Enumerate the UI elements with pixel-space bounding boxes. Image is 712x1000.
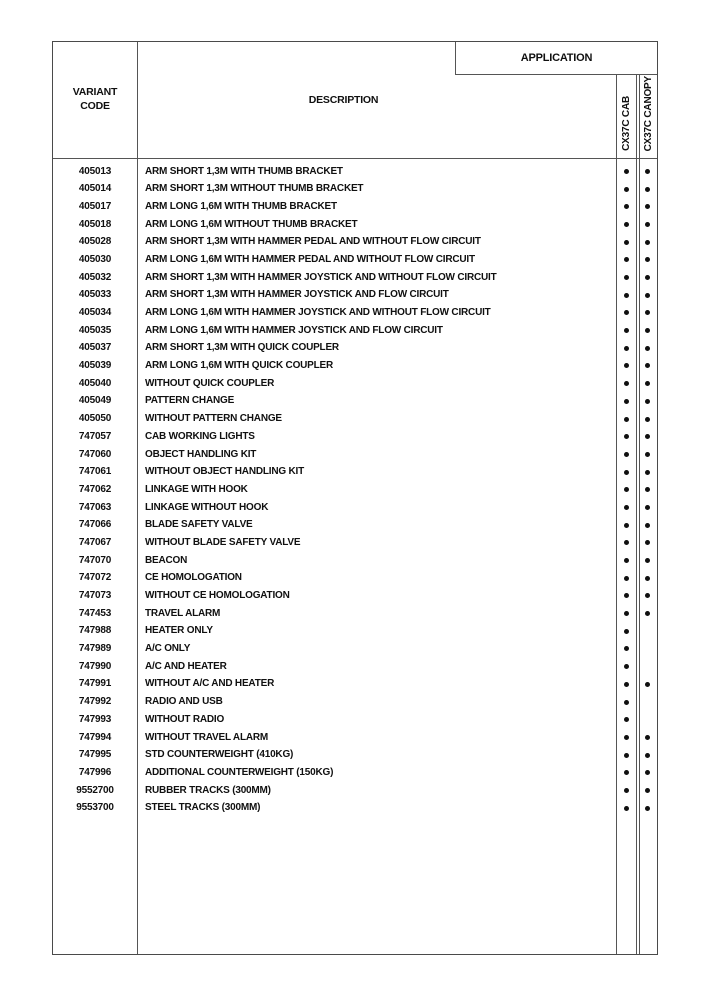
row-description: ARM LONG 1,6M WITHOUT THUMB BRACKET <box>145 218 358 230</box>
table-row <box>53 322 657 340</box>
variant-code: 747989 <box>78 643 112 655</box>
variant-code: 405032 <box>78 271 112 283</box>
variant-code: 747995 <box>78 749 112 761</box>
row-description: ARM SHORT 1,3M WITH HAMMER JOYSTICK AND WITHOUT FLOW CIRCUIT <box>145 271 497 283</box>
variant-code: 747988 <box>78 625 112 637</box>
canopy-applicability-dot <box>645 275 650 280</box>
canopy-applicability-dot <box>645 434 650 439</box>
cab-applicability-dot <box>624 222 629 227</box>
table-row <box>53 410 657 428</box>
row-description: STD COUNTERWEIGHT (410KG) <box>145 749 294 761</box>
row-description: LINKAGE WITH HOOK <box>145 483 248 495</box>
row-description: ARM LONG 1,6M WITH QUICK COUPLER <box>145 360 334 372</box>
table-row <box>53 658 657 676</box>
row-description: WITHOUT RADIO <box>145 713 225 725</box>
table-row <box>53 729 657 747</box>
variant-code: 747993 <box>78 713 112 725</box>
row-description: ARM SHORT 1,3M WITH QUICK COUPLER <box>145 342 339 354</box>
canopy-applicability-dot <box>645 717 650 722</box>
row-description: ARM LONG 1,6M WITH THUMB BRACKET <box>145 200 337 212</box>
column-header-cx37c-cab <box>617 74 636 158</box>
application-table <box>52 41 658 955</box>
variant-code: 747991 <box>78 678 112 690</box>
cx37c-canopy-label: CX37C CANOPY <box>642 75 654 151</box>
row-description: HEATER ONLY <box>145 625 213 637</box>
canopy-applicability-dot <box>645 240 650 245</box>
variant-code: 405040 <box>78 377 112 389</box>
canopy-applicability-dot <box>645 363 650 368</box>
canopy-applicability-dot <box>645 487 650 492</box>
table-row <box>53 640 657 658</box>
table-row <box>53 304 657 322</box>
cab-applicability-dot <box>624 399 629 404</box>
canopy-applicability-dot <box>645 753 650 758</box>
cab-applicability-dot <box>624 452 629 457</box>
canopy-applicability-dot <box>645 770 650 775</box>
variant-code: 747066 <box>78 519 112 531</box>
variant-code: 405013 <box>78 165 112 177</box>
cab-applicability-dot <box>624 470 629 475</box>
cab-applicability-dot <box>624 682 629 687</box>
cab-applicability-dot <box>624 788 629 793</box>
cab-applicability-dot <box>624 363 629 368</box>
variant-code-header-line2: CODE <box>80 100 110 112</box>
variant-code: 747070 <box>78 554 112 566</box>
variant-code: 405033 <box>78 289 112 301</box>
row-description: WITHOUT A/C AND HEATER <box>145 678 275 690</box>
cab-applicability-dot <box>624 434 629 439</box>
cab-applicability-dot <box>624 735 629 740</box>
table-row <box>53 357 657 375</box>
variant-code: 747996 <box>78 766 112 778</box>
table-row <box>53 569 657 587</box>
cab-applicability-dot <box>624 240 629 245</box>
row-description: ARM LONG 1,6M WITH HAMMER JOYSTICK AND WITHOUT FLOW CIRCUIT <box>145 307 491 318</box>
canopy-applicability-dot <box>645 646 650 651</box>
cab-applicability-dot <box>624 806 629 811</box>
row-description: LINKAGE WITHOUT HOOK <box>145 501 269 513</box>
table-row <box>53 375 657 393</box>
variant-code: 405014 <box>78 183 112 195</box>
cab-applicability-dot <box>624 381 629 386</box>
table-row <box>53 799 657 817</box>
canopy-applicability-dot <box>645 788 650 793</box>
table-row <box>53 746 657 764</box>
row-description: ARM SHORT 1,3M WITH HAMMER JOYSTICK AND FLOW CIRCUIT <box>145 289 449 301</box>
row-description: BEACON <box>145 554 188 566</box>
table-row <box>53 534 657 552</box>
canopy-applicability-dot <box>645 505 650 510</box>
row-description: ARM LONG 1,6M WITH HAMMER PEDAL AND WITHOUT FLOW CIRCUIT <box>145 253 475 265</box>
table-row <box>53 622 657 640</box>
variant-code: 405050 <box>78 413 112 425</box>
row-description: A/C AND HEATER <box>145 660 227 672</box>
variant-code: 747990 <box>78 660 112 672</box>
cab-applicability-dot <box>624 523 629 528</box>
row-description: WITHOUT QUICK COUPLER <box>145 377 275 389</box>
cab-applicability-dot <box>624 310 629 315</box>
variant-code: 747994 <box>78 731 112 743</box>
cab-applicability-dot <box>624 204 629 209</box>
variant-code: 405037 <box>78 342 112 354</box>
table-row <box>53 446 657 464</box>
variant-code: 9552700 <box>76 784 114 796</box>
canopy-applicability-dot <box>645 735 650 740</box>
row-description: ARM SHORT 1,3M WITHOUT THUMB BRACKET <box>145 183 364 195</box>
cab-applicability-dot <box>624 629 629 634</box>
row-description: WITHOUT BLADE SAFETY VALVE <box>145 536 301 548</box>
canopy-applicability-dot <box>645 540 650 545</box>
variant-code: 405028 <box>78 236 112 248</box>
table-row <box>53 339 657 357</box>
table-row <box>53 428 657 446</box>
cab-applicability-dot <box>624 169 629 174</box>
canopy-applicability-dot <box>645 629 650 634</box>
cab-applicability-dot <box>624 611 629 616</box>
table-rows <box>53 159 657 817</box>
table-row <box>53 180 657 198</box>
row-description: ARM SHORT 1,3M WITH HAMMER PEDAL AND WITHOUT FLOW CIRCUIT <box>145 236 481 248</box>
canopy-applicability-dot <box>645 169 650 174</box>
row-description: BLADE SAFETY VALVE <box>145 519 253 531</box>
table-row <box>53 463 657 481</box>
row-description: RADIO AND USB <box>145 696 223 708</box>
row-description: WITHOUT CE HOMOLOGATION <box>145 590 290 601</box>
canopy-applicability-dot <box>645 381 650 386</box>
canopy-applicability-dot <box>645 310 650 315</box>
cab-applicability-dot <box>624 505 629 510</box>
variant-code: 405017 <box>78 200 112 212</box>
cab-applicability-dot <box>624 328 629 333</box>
row-description: WITHOUT OBJECT HANDLING KIT <box>145 466 305 478</box>
table-row <box>53 516 657 534</box>
cab-applicability-dot <box>624 417 629 422</box>
variant-code: 747067 <box>78 536 112 548</box>
canopy-applicability-dot <box>645 417 650 422</box>
variant-code: 747992 <box>78 696 112 708</box>
row-description: ARM LONG 1,6M WITH HAMMER JOYSTICK AND FLOW CIRCUIT <box>145 324 443 336</box>
table-row <box>53 782 657 800</box>
row-description: WITHOUT PATTERN CHANGE <box>145 413 282 425</box>
table-row <box>53 764 657 782</box>
canopy-applicability-dot <box>645 399 650 404</box>
canopy-applicability-dot <box>645 558 650 563</box>
variant-code-header-line1: VARIANT <box>72 86 118 99</box>
cab-applicability-dot <box>624 593 629 598</box>
cab-applicability-dot <box>624 664 629 669</box>
table-row <box>53 481 657 499</box>
table-row <box>53 605 657 623</box>
variant-code: 9553700 <box>76 802 114 814</box>
table-row <box>53 499 657 517</box>
variant-code: 747057 <box>78 430 112 442</box>
canopy-applicability-dot <box>645 470 650 475</box>
canopy-applicability-dot <box>645 328 650 333</box>
variant-code: 747061 <box>78 466 112 478</box>
variant-code: 405039 <box>78 360 112 372</box>
cab-applicability-dot <box>624 646 629 651</box>
variant-code: 747062 <box>78 483 112 495</box>
table-row <box>53 392 657 410</box>
column-header-cx37c-canopy <box>639 74 657 158</box>
description-header-label: DESCRIPTION <box>308 94 379 106</box>
row-description: WITHOUT TRAVEL ALARM <box>145 731 269 743</box>
row-description: A/C ONLY <box>145 643 191 655</box>
variant-code: 747453 <box>78 607 112 619</box>
canopy-applicability-dot <box>645 204 650 209</box>
canopy-applicability-dot <box>645 452 650 457</box>
table-row <box>53 233 657 251</box>
table-row <box>53 198 657 216</box>
cab-applicability-dot <box>624 753 629 758</box>
cab-applicability-dot <box>624 558 629 563</box>
cab-applicability-dot <box>624 257 629 262</box>
row-description: RUBBER TRACKS (300MM) <box>145 784 271 796</box>
variant-code: 747060 <box>78 448 112 460</box>
row-description: CAB WORKING LIGHTS <box>145 430 255 442</box>
canopy-applicability-dot <box>645 700 650 705</box>
canopy-applicability-dot <box>645 593 650 598</box>
row-description: ADDITIONAL COUNTERWEIGHT (150KG) <box>145 766 334 778</box>
cab-applicability-dot <box>624 275 629 280</box>
cab-applicability-dot <box>624 770 629 775</box>
cab-applicability-dot <box>624 540 629 545</box>
variant-code: 405049 <box>78 395 112 407</box>
canopy-applicability-dot <box>645 682 650 687</box>
table-row <box>53 552 657 570</box>
variant-code: 747072 <box>78 572 112 584</box>
row-description: PATTERN CHANGE <box>145 395 235 407</box>
table-row <box>53 675 657 693</box>
canopy-applicability-dot <box>645 611 650 616</box>
variant-code: 405035 <box>78 324 112 336</box>
table-row <box>53 269 657 287</box>
row-description: ARM SHORT 1,3M WITH THUMB BRACKET <box>145 165 343 177</box>
table-row <box>53 587 657 605</box>
application-header-label: APPLICATION <box>520 52 593 64</box>
table-row <box>53 286 657 304</box>
canopy-applicability-dot <box>645 576 650 581</box>
canopy-applicability-dot <box>645 664 650 669</box>
table-row <box>53 216 657 234</box>
cab-applicability-dot <box>624 487 629 492</box>
cab-applicability-dot <box>624 346 629 351</box>
canopy-applicability-dot <box>645 187 650 192</box>
variant-code: 747073 <box>78 590 112 601</box>
table-row <box>53 163 657 181</box>
variant-code: 747063 <box>78 501 112 513</box>
canopy-applicability-dot <box>645 257 650 262</box>
table-row <box>53 693 657 711</box>
variant-code: 405018 <box>78 218 112 230</box>
canopy-applicability-dot <box>645 293 650 298</box>
application-header <box>455 42 657 75</box>
cab-applicability-dot <box>624 700 629 705</box>
canopy-applicability-dot <box>645 523 650 528</box>
canopy-applicability-dot <box>645 346 650 351</box>
variant-code: 405034 <box>78 307 112 318</box>
cab-applicability-dot <box>624 717 629 722</box>
canopy-applicability-dot <box>645 806 650 811</box>
cab-applicability-dot <box>624 576 629 581</box>
row-description: TRAVEL ALARM <box>145 607 221 619</box>
row-description: STEEL TRACKS (300MM) <box>145 802 261 814</box>
variant-code-header <box>53 42 137 158</box>
row-description: CE HOMOLOGATION <box>145 572 242 584</box>
variant-code: 405030 <box>78 253 112 265</box>
cab-applicability-dot <box>624 293 629 298</box>
cx37c-cab-label: CX37C CAB <box>621 96 632 151</box>
row-description: OBJECT HANDLING KIT <box>145 448 257 460</box>
table-row <box>53 711 657 729</box>
canopy-applicability-dot <box>645 222 650 227</box>
table-row <box>53 251 657 269</box>
cab-applicability-dot <box>624 187 629 192</box>
